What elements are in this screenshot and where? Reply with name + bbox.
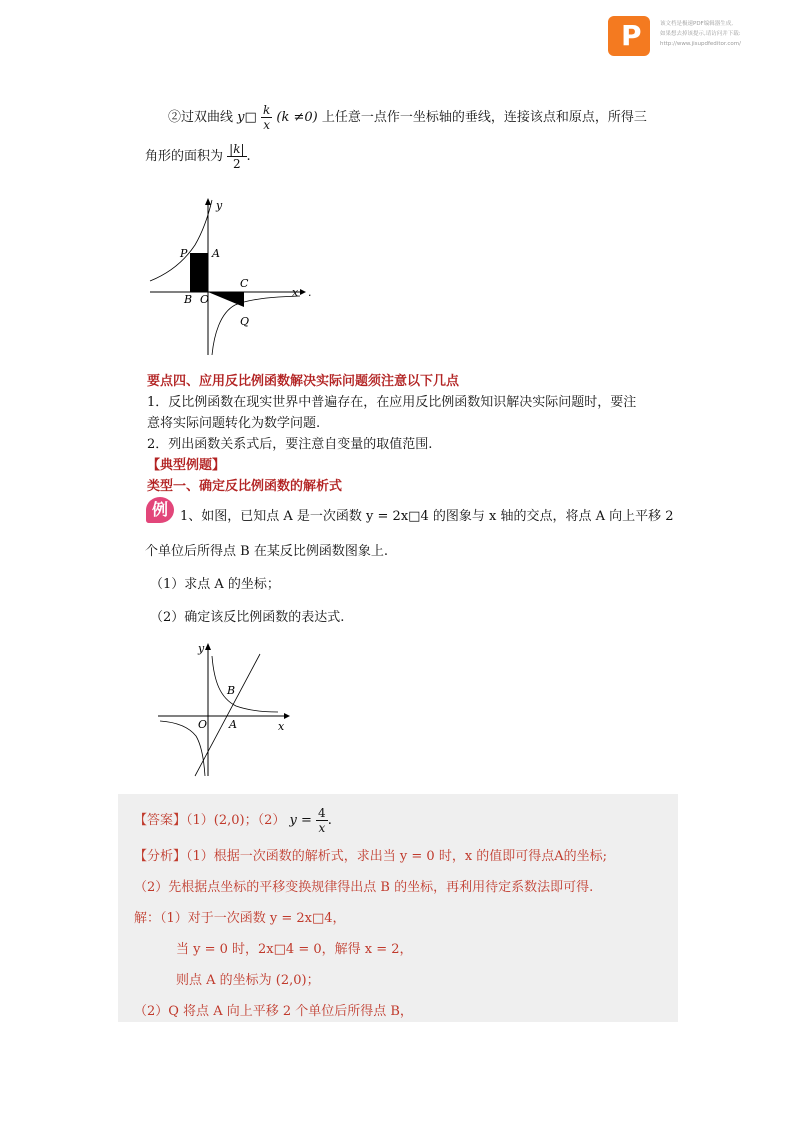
analysis-line-2: （2）先根据点坐标的平移变换规律得出点 B 的坐标，再利用待定系数法即可得. — [134, 880, 594, 895]
solution-line-4: （2）Q 将点 A 向上平移 2 个单位后所得点 B， — [134, 1004, 413, 1019]
question1-line-a: 1、如图，已知点 A 是一次函数 y = 2x□4 的图象与 x 轴的交点，将点 A 向上平移 2 — [180, 509, 674, 524]
label-dot: . — [308, 286, 312, 299]
linear-and-inverse-figure — [150, 636, 300, 781]
watermark-line-1: 该文档是极速PDF编辑器生成, — [660, 21, 733, 27]
label-B: B — [227, 684, 236, 697]
intro-line-1 — [168, 103, 647, 132]
intro-suffix: 上任意一点作一坐标轴的垂线，连接该点和原点，所得三 — [321, 110, 647, 125]
label-P: P — [180, 247, 188, 260]
section4-item1-a: 1．反比例函数在现实世界中普遍存在，在应用反比例函数知识解决实际问题时，要注 — [147, 395, 637, 410]
intro-fraction: $\frac{k}{x}$ — [262, 103, 271, 132]
label-A: A — [229, 718, 237, 731]
analysis-line-1 — [134, 845, 607, 864]
watermark-line-2: 如果想去掉该提示,请访问并下载: — [660, 31, 741, 37]
label-A: A — [212, 247, 220, 260]
triangle-OCQ — [208, 292, 244, 307]
label-y: y — [216, 199, 223, 212]
hyperbola-branch-right — [212, 296, 300, 355]
label-Q: Q — [240, 315, 250, 328]
label-x: x — [292, 286, 299, 299]
label-C: C — [240, 277, 249, 290]
intro-prefix: ②过双曲线 — [168, 110, 234, 125]
type1-heading: 类型一、确定反比例函数的解析式 — [147, 479, 343, 494]
section4-heading: 要点四、应用反比例函数解决实际问题须注意以下几点 — [147, 374, 460, 389]
intro-eq: □ — [244, 110, 257, 125]
hyperbola-branch-right — [212, 656, 278, 712]
question1-line-b: 个单位后所得点 B 在某反比例函数图象上. — [145, 544, 388, 559]
subquestion-2: （2）确定该反比例函数的表达式. — [150, 610, 345, 625]
label-y: y — [198, 642, 205, 655]
answer-part1: （1）(2,0)；（2） — [186, 813, 286, 828]
logo-letter: P — [621, 19, 642, 52]
examples-heading: 【典型例题】 — [147, 458, 226, 473]
hyperbola-area-figure — [140, 195, 330, 360]
rectangle-PBOA — [190, 253, 208, 292]
analysis-label: 【分析】 — [134, 849, 187, 864]
solution-line-1: 解：（1）对于一次函数 y = 2x□4， — [134, 911, 346, 926]
intro-condition: (k ≠0) — [276, 110, 318, 125]
watermark-line-3: http://www.jisupdfeditor.com/ — [660, 41, 741, 47]
x-axis-arrow — [284, 713, 290, 719]
analysis-text-1: （1）根据一次函数的解析式，求出当 y = 0 时，x 的值即可得点A的坐标; — [186, 849, 608, 864]
subquestion-1: （1）求点 A 的坐标； — [150, 577, 280, 592]
linear-function-line — [195, 654, 260, 776]
answer-fraction: $\frac{4}{x}$ — [318, 806, 326, 835]
label-x: x — [278, 720, 285, 733]
solution-line-3: 则点 A 的坐标为 (2,0)； — [176, 973, 320, 988]
pdf-editor-logo-icon — [608, 16, 650, 56]
y-axis-arrow — [205, 198, 211, 205]
example-badge-icon: 例 — [146, 497, 174, 523]
answer-y: y = — [289, 813, 312, 828]
area-fraction: $\frac{|k|}{2}$ — [229, 142, 245, 171]
label-O: O — [200, 293, 210, 306]
intro-line-2: 角形的面积为 $\frac{|k|}{2}$ . — [145, 142, 251, 171]
solution-line-2: 当 y = 0 时，2x□4 = 0，解得 x = 2， — [176, 942, 413, 957]
answer-line: 【答案】（1）(2,0)；（2） y = $\frac{4}{x}$ . — [134, 806, 332, 835]
x-axis-arrow — [300, 289, 306, 295]
area-text: 角形的面积为 — [145, 149, 224, 164]
answer-label: 【答案】 — [134, 813, 187, 828]
section4-item2: 2．列出函数关系式后，要注意自变量的取值范围. — [147, 437, 433, 452]
label-B: B — [184, 293, 193, 306]
intro-y: y — [237, 110, 245, 125]
label-O: O — [198, 718, 208, 731]
section4-item1-b: 意将实际问题转化为数学问题. — [147, 416, 321, 431]
y-axis-arrow — [205, 643, 211, 650]
